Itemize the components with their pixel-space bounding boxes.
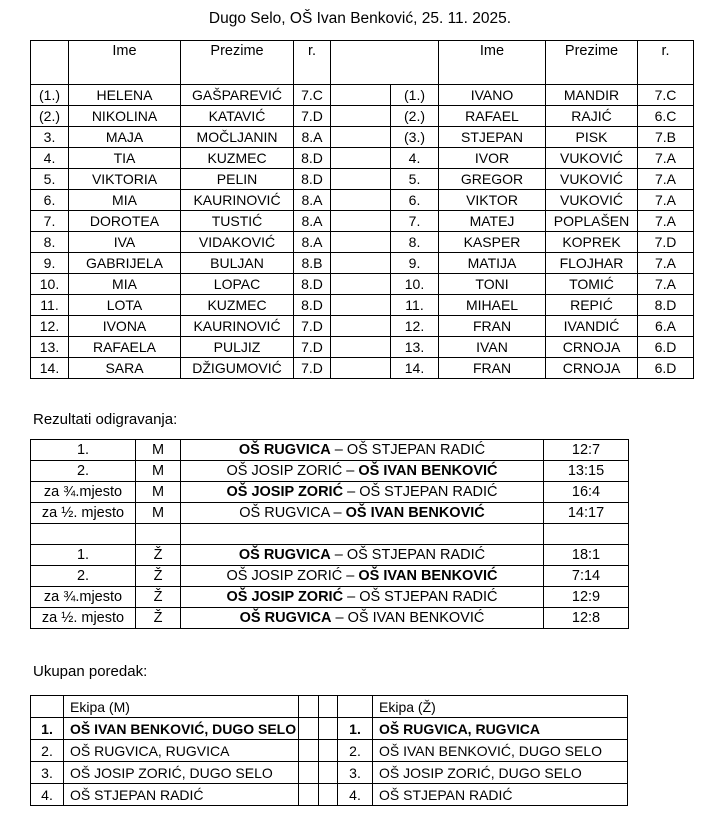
rank-header-cell [31,41,69,85]
first-name-cell: VIKTORIA [69,169,181,190]
first-name-cell: TIA [69,148,181,169]
first-name-cell: GABRIJELA [69,253,181,274]
class-cell: 8.D [294,295,331,316]
standings-row [31,762,628,784]
class-cell: 7.D [294,358,331,379]
match-cell [181,545,544,566]
spacer-cell [331,190,391,211]
spacer-cell [319,696,338,718]
class-cell: 7.D [294,106,331,127]
team-cell: OŠ RUGVICA, RUGVICA [64,740,299,762]
last-name-cell: REPIĆ [546,295,638,316]
roster-row [31,85,694,106]
rank-cell: 2. [31,740,64,762]
women-team-header: Ekipa (Ž) [373,696,628,718]
spacer-cell [299,784,319,806]
first-name-header: Ime [439,41,546,85]
match-cell [181,608,544,629]
last-name-cell: PELIN [181,169,294,190]
team-cell: OŠ JOSIP ZORIĆ, DUGO SELO [373,762,628,784]
rank-cell: 10. [391,274,439,295]
spacer-cell [331,148,391,169]
result-row-empty [31,524,629,545]
last-name-cell: POPLAŠEN [546,211,638,232]
roster-row [31,106,694,127]
spacer-cell [331,274,391,295]
result-row [31,608,629,629]
spacer-cell [331,232,391,253]
rank-cell: (3.) [391,127,439,148]
spacer-cell [319,762,338,784]
roster-row [31,337,694,358]
team-cell: OŠ STJEPAN RADIĆ [64,784,299,806]
rank-cell: 13. [31,337,69,358]
match-cell [181,503,544,524]
team: OŠ RUGVICA [239,505,330,521]
roster-row [31,127,694,148]
score-cell: 12:8 [544,608,629,629]
rank-cell: (2.) [31,106,69,127]
roster-row [31,358,694,379]
document-title: Dugo Selo, OŠ Ivan Benković, 25. 11. 2025. [208,10,512,27]
spacer-cell [331,316,391,337]
result-row [31,587,629,608]
first-name-cell: MIHAEL [439,295,546,316]
rank-cell: 2. [338,740,373,762]
spacer-cell [319,718,338,740]
class-cell: 8.A [294,127,331,148]
class-cell: 7.C [638,85,694,106]
spacer-cell [331,85,391,106]
rank-cell: 5. [31,169,69,190]
class-cell: 8.D [294,148,331,169]
roster-row [31,148,694,169]
result-row [31,545,629,566]
gender-cell: Ž [136,545,181,566]
standings-heading: Ukupan poredak: [33,663,148,680]
match-label-cell: 2. [31,566,136,587]
match-label-cell: 1. [31,545,136,566]
match-cell [181,566,544,587]
rank-cell: 9. [31,253,69,274]
rank-cell: 9. [391,253,439,274]
rank-cell: 4. [338,784,373,806]
separator: – [343,484,360,500]
class-cell: 6.D [638,337,694,358]
class-cell: 7.D [294,316,331,337]
rank-cell: 3. [31,127,69,148]
gender-cell: M [136,461,181,482]
class-cell: 7.A [638,253,694,274]
roster-row [31,190,694,211]
separator: – [343,589,360,605]
last-name-cell: VIDAKOVIĆ [181,232,294,253]
rank-cell: 5. [391,169,439,190]
rank-cell: 4. [31,784,64,806]
class-cell: 6.A [638,316,694,337]
rank-cell: 1. [31,718,64,740]
first-name-cell: LOTA [69,295,181,316]
match-cell [181,440,544,461]
result-row [31,482,629,503]
men-team-header: Ekipa (M) [64,696,299,718]
spacer-cell [331,295,391,316]
winner-team: OŠ RUGVICA [238,547,331,563]
match-cell [181,587,544,608]
last-name-cell: PISK [546,127,638,148]
last-name-cell: CRNOJA [546,337,638,358]
roster-row [31,253,694,274]
rank-cell: 7. [391,211,439,232]
standings-row [31,740,628,762]
result-row [31,503,629,524]
spacer-cell [299,762,319,784]
spacer-cell [319,740,338,762]
last-name-cell: DŽIGUMOVIĆ [181,358,294,379]
score-cell: 16:4 [544,482,629,503]
class-cell: 7.B [638,127,694,148]
score-cell: 12:7 [544,440,629,461]
separator: – [329,505,346,521]
winner-team: OŠ RUGVICA [239,610,332,626]
class-cell: 8.B [294,253,331,274]
separator: – [330,442,347,458]
class-cell: 8.A [294,232,331,253]
rank-cell: 7. [31,211,69,232]
last-name-cell: FLOJHAR [546,253,638,274]
class-cell: 7.A [638,169,694,190]
gender-cell: M [136,440,181,461]
roster-row [31,169,694,190]
class-cell: 7.D [638,232,694,253]
rank-cell: (1.) [31,85,69,106]
rank-cell: 4. [31,148,69,169]
roster-row [31,295,694,316]
spacer-cell [299,718,319,740]
class-cell: 7.A [638,190,694,211]
result-row [31,566,629,587]
first-name-cell: GREGOR [439,169,546,190]
roster-row [31,211,694,232]
team: OŠ STJEPAN RADIĆ [346,547,486,563]
spacer-cell [331,127,391,148]
class-cell: 8.D [294,274,331,295]
last-name-cell: TOMIĆ [546,274,638,295]
first-name-cell: STJEPAN [439,127,546,148]
last-name-cell: PULJIZ [181,337,294,358]
first-name-cell: IVANO [439,85,546,106]
class-cell: 7.C [294,85,331,106]
spacer-cell [331,169,391,190]
result-row [31,440,629,461]
first-name-cell: IVAN [439,337,546,358]
spacer-cell [331,358,391,379]
spacer-cell [331,211,391,232]
rank-cell: (2.) [391,106,439,127]
first-name-cell: FRAN [439,358,546,379]
first-name-cell: VIKTOR [439,190,546,211]
last-name-cell: MOČLJANIN [181,127,294,148]
results-heading: Rezultati odigravanja: [33,411,178,428]
match-cell [181,461,544,482]
score-cell: 18:1 [544,545,629,566]
separator: – [330,547,347,563]
last-name-cell: BULJAN [181,253,294,274]
match-label-cell: za ¾.mjesto [31,482,136,503]
match-label-cell: za ½. mjesto [31,608,136,629]
team: OŠ STJEPAN RADIĆ [359,589,498,605]
last-name-cell: KUZMEC [181,295,294,316]
rank-cell: 3. [31,762,64,784]
first-name-cell: MATEJ [439,211,546,232]
score-cell [544,524,629,545]
rank-cell: (1.) [391,85,439,106]
spacer-cell [331,106,391,127]
first-name-cell: DOROTEA [69,211,181,232]
team-cell: OŠ STJEPAN RADIĆ [373,784,628,806]
last-name-cell: TUSTIĆ [181,211,294,232]
class-cell: 8.A [294,211,331,232]
team: OŠ JOSIP ZORIĆ [226,568,343,584]
rank-cell: 12. [31,316,69,337]
winner-team: OŠ RUGVICA [238,442,331,458]
rank-cell: 11. [31,295,69,316]
gender-cell: Ž [136,566,181,587]
team-cell: OŠ JOSIP ZORIĆ, DUGO SELO [64,762,299,784]
rank-cell: 13. [391,337,439,358]
match-cell [181,524,544,545]
results-table [30,439,629,629]
match-label-cell: za ½. mjesto [31,503,136,524]
rank-header-cell [31,696,64,718]
standings-row [31,718,628,740]
first-name-cell: RAFAEL [439,106,546,127]
team: OŠ STJEPAN RADIĆ [359,484,498,500]
score-cell: 12:9 [544,587,629,608]
rank-cell: 12. [391,316,439,337]
last-name-cell: VUKOVIĆ [546,190,638,211]
team-cell: OŠ IVAN BENKOVIĆ, DUGO SELO [64,718,299,740]
class-cell: 7.A [638,148,694,169]
winner-team: OŠ JOSIP ZORIĆ [226,484,344,500]
rank-cell: 8. [391,232,439,253]
last-name-cell: MANDIR [546,85,638,106]
team-cell: OŠ IVAN BENKOVIĆ, DUGO SELO [373,740,628,762]
last-name-header: Prezime [546,41,638,85]
team: OŠ IVAN BENKOVIĆ [347,610,485,626]
class-cell: 7.A [638,274,694,295]
spacer-cell [319,784,338,806]
result-row [31,461,629,482]
gender-cell: M [136,482,181,503]
rank-cell: 11. [391,295,439,316]
score-cell: 7:14 [544,566,629,587]
rank-cell: 3. [338,762,373,784]
last-name-cell: KUZMEC [181,148,294,169]
rank-cell: 4. [391,148,439,169]
winner-team: OŠ JOSIP ZORIĆ [226,589,344,605]
winner-team: OŠ IVAN BENKOVIĆ [358,568,498,584]
class-cell: 6.C [638,106,694,127]
spacer-cell [299,740,319,762]
last-name-cell: KAURINOVIĆ [181,316,294,337]
first-name-cell: MIA [69,274,181,295]
roster-row [31,274,694,295]
class-cell: 8.D [294,169,331,190]
class-cell: 8.D [638,295,694,316]
last-name-cell: LOPAC [181,274,294,295]
first-name-header: Ime [69,41,181,85]
roster-row [31,232,694,253]
class-header: r. [638,41,694,85]
team: OŠ STJEPAN RADIĆ [346,442,486,458]
separator: – [342,568,359,584]
last-name-cell: KATAVIĆ [181,106,294,127]
class-cell: 6.D [638,358,694,379]
first-name-cell: RAFAELA [69,337,181,358]
rank-cell: 8. [31,232,69,253]
standings-table [30,695,628,806]
gender-cell: Ž [136,587,181,608]
match-cell [181,482,544,503]
first-name-cell: MATIJA [439,253,546,274]
rank-cell: 14. [31,358,69,379]
first-name-cell: IVONA [69,316,181,337]
last-name-cell: VUKOVIĆ [546,169,638,190]
separator: – [342,463,359,479]
spacer-cell [331,337,391,358]
class-cell: 8.A [294,190,331,211]
rank-header-cell [338,696,373,718]
rank-cell: 6. [31,190,69,211]
match-label-cell: 2. [31,461,136,482]
spacer-cell [331,253,391,274]
first-name-cell: SARA [69,358,181,379]
first-name-cell: KASPER [439,232,546,253]
standings-row [31,784,628,806]
first-name-cell: TONI [439,274,546,295]
winner-team: OŠ IVAN BENKOVIĆ [345,505,485,521]
spacer-header-cell [331,41,439,85]
winner-team: OŠ IVAN BENKOVIĆ [358,463,498,479]
match-label-cell: 1. [31,440,136,461]
team: OŠ JOSIP ZORIĆ [226,463,343,479]
rank-cell: 10. [31,274,69,295]
match-label-cell [31,524,136,545]
last-name-cell: KOPREK [546,232,638,253]
last-name-header: Prezime [181,41,294,85]
first-name-cell: IVA [69,232,181,253]
last-name-cell: IVANDIĆ [546,316,638,337]
last-name-cell: VUKOVIĆ [546,148,638,169]
score-cell: 14:17 [544,503,629,524]
gender-cell: Ž [136,608,181,629]
score-cell: 13:15 [544,461,629,482]
spacer-cell [299,696,319,718]
standings-header-row [31,696,628,718]
team-cell: OŠ RUGVICA, RUGVICA [373,718,628,740]
last-name-cell: RAJIĆ [546,106,638,127]
match-label-cell: za ¾.mjesto [31,587,136,608]
last-name-cell: CRNOJA [546,358,638,379]
class-header: r. [294,41,331,85]
class-cell: 7.A [638,211,694,232]
class-cell: 7.D [294,337,331,358]
rank-cell: 14. [391,358,439,379]
first-name-cell: MAJA [69,127,181,148]
last-name-cell: KAURINOVIĆ [181,190,294,211]
last-name-cell: GAŠPAREVIĆ [181,85,294,106]
separator: – [331,610,348,626]
gender-cell: M [136,503,181,524]
first-name-cell: HELENA [69,85,181,106]
first-name-cell: NIKOLINA [69,106,181,127]
rank-cell: 6. [391,190,439,211]
roster-table [30,40,694,379]
roster-row [31,316,694,337]
rank-cell: 1. [338,718,373,740]
first-name-cell: IVOR [439,148,546,169]
roster-header-row [31,41,694,85]
first-name-cell: MIA [69,190,181,211]
first-name-cell: FRAN [439,316,546,337]
gender-cell [136,524,181,545]
